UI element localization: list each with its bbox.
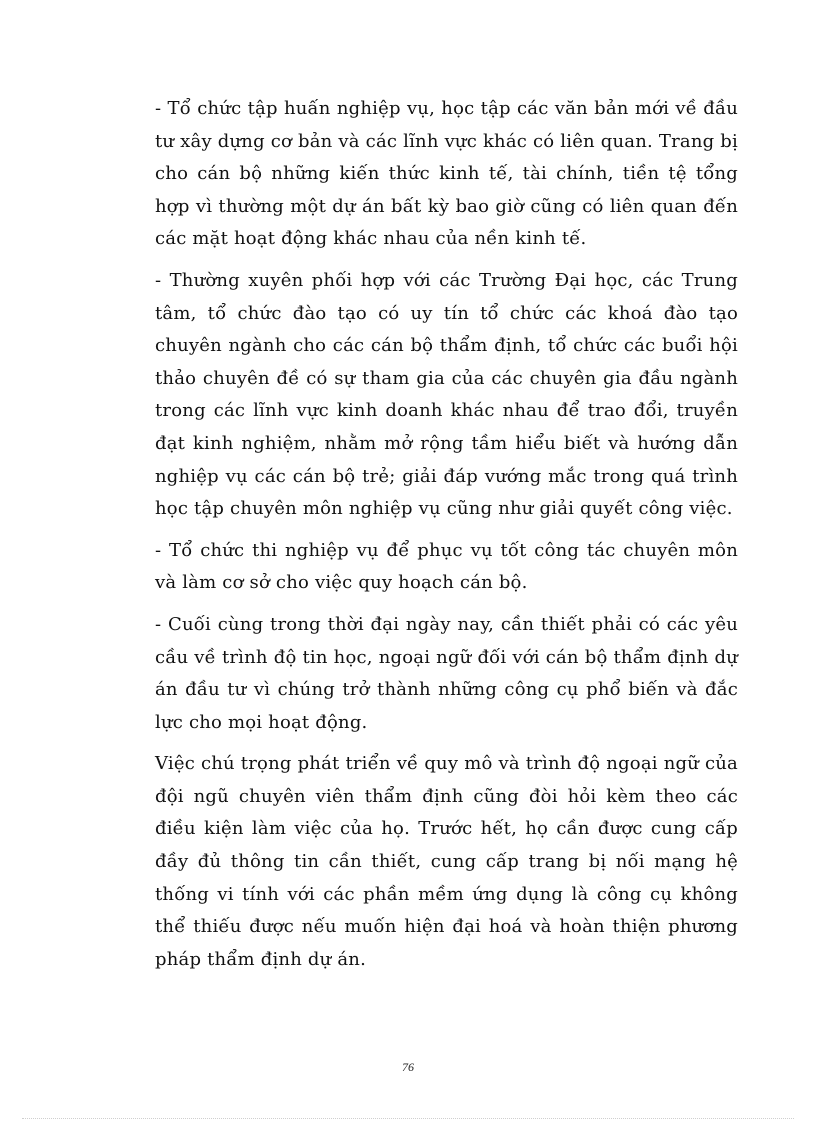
- bottom-dotted-divider: [22, 1118, 794, 1119]
- paragraph-training-seminars: - Tổ chức tập huấn nghiệp vụ, học tập các văn bản mới về đầu tư xây dựng cơ bản và các lĩnh vực khác có liên quan. Trang bị cho cán bộ những kiến thức kinh tế, tài chính, tiền tệ tổng hợp vì thường một dự án bất kỳ bao giờ cũng có liên quan đến các mặt hoạt động khác nhau của nền kinh tế.: [155, 98, 738, 250]
- paragraph-working-conditions: Việc chú trọng phát triển về quy mô và trình độ ngoại ngữ của đội ngũ chuyên viên thẩm định cũng đòi hỏi kèm theo các điều kiện làm việc của họ. Trước hết, họ cần được cung cấp đầy đủ thông tin cần thiết, cung cấp trang bị nối mạng hệ thống vi tính với các phần mềm ứng dụng là công cụ không thể thiếu được nếu muốn hiện đại hoá và hoàn thiện phương pháp thẩm định dự án.: [155, 753, 738, 970]
- paragraph-professional-exams: - Tổ chức thi nghiệp vụ để phục vụ tốt công tác chuyên môn và làm cơ sở cho việc quy hoạch cán bộ.: [155, 539, 738, 594]
- page-body: [155, 93, 738, 985]
- paragraph-university-cooperation: - Thường xuyên phối hợp với các Trường Đại học, các Trung tâm, tổ chức đào tạo có uy tín tổ chức các khoá đào tạo chuyên ngành cho các cán bộ thẩm định, tổ chức các buổi hội thảo chuyên đề có sự tham gia của các chuyên gia đầu ngành trong các lĩnh vực kinh doanh khác nhau để trao đổi, truyền đạt kinh nghiệm, nhằm mở rộng tầm hiểu biết và hướng dẫn nghiệp vụ các cán bộ trẻ; giải đáp vướng mắc trong quá trình học tập chuyên môn nghiệp vụ cũng như giải quyết công việc.: [155, 269, 738, 520]
- paragraph-it-language-requirements: - Cuối cùng trong thời đại ngày nay, cần thiết phải có các yêu cầu về trình độ tin học, ngoại ngữ đối với cán bộ thẩm định dự án đầu tư vì chúng trở thành những công cụ phổ biến và đắc lực cho mọi hoạt động.: [155, 613, 738, 733]
- page-number: 76: [402, 1060, 414, 1074]
